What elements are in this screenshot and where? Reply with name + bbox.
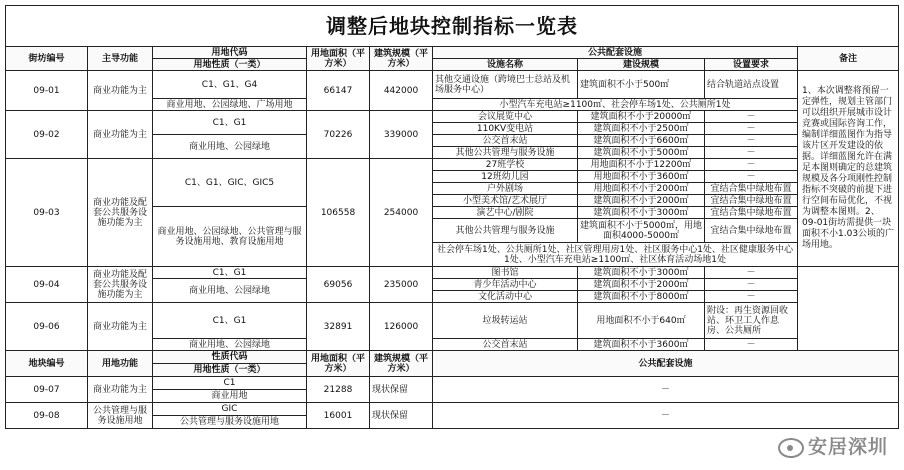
block-function: 商业功能为主 [88, 111, 153, 159]
header-construction-scale: 建设规模 [578, 59, 705, 71]
header-plot-scale: 建筑规模（平方米） [370, 351, 433, 377]
land-nature: 商业用地、公园绿地 [153, 135, 307, 159]
land-area: 69056 [307, 267, 370, 303]
land-nature: 商业用地、公园绿地 [153, 279, 307, 303]
header-plot-facilities: 公共配套设施 [433, 351, 899, 377]
plot-no: 09-08 [6, 403, 88, 429]
remarks-lower [798, 267, 899, 351]
build-scale: 254000 [370, 159, 433, 267]
plot-nature: 公共管理与服务设施用地 [153, 416, 307, 429]
facility-name: 110KV变电站 [433, 123, 578, 135]
facility-scale: 用地面积不小于3600㎡ [578, 171, 705, 183]
remarks-text: 1、本次调整将预留一定弹性，规划主管部门可以组织开展城市设计竞赛或国际咨询工作，编制详细蓝图作为指导该片区开发建设的依据。详细蓝图允许在满足本图则确定的总建筑规模及各分项刚性控制指标不突破的前提下进行空间布局优化，不视为调整本图则。2、09-01街坊需提供一块面积不小1.03公顷的广场用地。 [798, 71, 899, 267]
header-nature-name: 用地性质（一类） [153, 364, 307, 377]
land-area: 106558 [307, 159, 370, 267]
header-land-area: 用地面积（平方米） [307, 47, 370, 71]
facility-name: 垃圾转运站 [433, 303, 578, 339]
header-setting-requirement: 设置要求 [705, 59, 798, 71]
block-function: 商业功能为主 [88, 71, 153, 111]
header-street-block-no: 街坊编号 [6, 47, 88, 71]
header-land-function: 用地功能 [88, 351, 153, 377]
watermark [778, 432, 888, 459]
header-nature-code: 性质代码 [153, 351, 307, 364]
block-no: 09-02 [6, 111, 88, 159]
plot-code: C1 [153, 377, 307, 390]
facility-requirement: － [705, 123, 798, 135]
facility-scale: 建筑面积不小于2500㎡ [578, 123, 705, 135]
land-nature: 商业用地、公园绿地、公共管理与服务设施用地、教育设施用地 [153, 207, 307, 267]
table-container [5, 5, 898, 463]
facility-scale: 建筑面积不小于3000㎡ [578, 267, 705, 279]
facility-scale: 建筑面积不小于3000㎡ [578, 207, 705, 219]
land-code: C1、G1 [153, 303, 307, 339]
facility-requirement: － [705, 147, 798, 159]
build-scale: 339000 [370, 111, 433, 159]
facility-name: 图书馆 [433, 267, 578, 279]
facility-requirement: － [705, 135, 798, 147]
header-land-code: 用地代码 [153, 47, 307, 59]
block-no: 09-01 [6, 71, 88, 111]
build-scale: 235000 [370, 267, 433, 303]
land-nature: 商业用地、公园绿地、广场用地 [153, 99, 307, 111]
facility-name: 公交首末站 [433, 339, 578, 351]
wechat-logo-icon [778, 438, 804, 458]
plot-area: 16001 [307, 403, 370, 429]
facility-scale: 用地面积不小于640㎡ [578, 303, 705, 339]
land-area: 66147 [307, 71, 370, 111]
facility-summary: 小型汽车充电站≥1100㎡、社会停车场1处、公共厕所1处 [433, 99, 798, 111]
header-remarks: 备注 [798, 47, 899, 71]
plot-area: 21288 [307, 377, 370, 403]
header-public-facilities: 公共配套设施 [433, 47, 798, 59]
facility-requirement: － [705, 171, 798, 183]
land-code: C1、G1 [153, 267, 307, 279]
header-main-function: 主导功能 [88, 47, 153, 71]
facility-scale: 建筑面积不小于5000㎡ [578, 147, 705, 159]
facility-scale: 建筑面积不小于6600㎡ [578, 135, 705, 147]
facility-summary: 社会停车场1处、公共厕所1处、社区管理用房1处、社区服务中心1处、社区健康服务中心1处、小型汽车充电站≥1100㎡、社区体育活动场地1处 [433, 243, 798, 267]
plot-facilities: － [433, 403, 899, 429]
build-scale: 442000 [370, 71, 433, 111]
facility-name: 演艺中心/剧院 [433, 207, 578, 219]
facility-name: 会议展览中心 [433, 111, 578, 123]
facility-name: 其他公共管理与服务设施 [433, 147, 578, 159]
block-no: 09-03 [6, 159, 88, 267]
facility-scale: 建筑面积不小于5000㎡，用地面积4000-5000㎡ [578, 219, 705, 243]
facility-requirement: － [705, 267, 798, 279]
facility-requirement: － [705, 111, 798, 123]
facility-name: 12班幼儿园 [433, 171, 578, 183]
facility-scale: 用地面积不小于12200㎡ [578, 159, 705, 171]
facility-scale: 建筑面积不小于2000㎡ [578, 279, 705, 291]
header-plot-no: 地块编号 [6, 351, 88, 377]
facility-scale: 建筑面积不小于20000㎡ [578, 111, 705, 123]
facility-name: 户外剧场 [433, 183, 578, 195]
land-area: 32891 [307, 303, 370, 351]
facility-scale: 建筑面积不小于500㎡ [578, 71, 705, 99]
build-scale: 126000 [370, 303, 433, 351]
plot-scale: 现状保留 [370, 403, 433, 429]
facility-requirement: 宜结合集中绿地布置 [705, 195, 798, 207]
block-function: 商业功能及配套公共服务设施功能为主 [88, 267, 153, 303]
land-code: C1、G1 [153, 111, 307, 135]
facility-scale: 建筑面积不小于2000㎡ [578, 195, 705, 207]
plot-facilities: － [433, 377, 899, 403]
facility-name: 小型美术馆/艺术展厅 [433, 195, 578, 207]
facility-scale: 建筑面积不小于8000㎡ [578, 291, 705, 303]
block-no: 09-04 [6, 267, 88, 303]
facility-name: 青少年活动中心 [433, 279, 578, 291]
header-facility-name: 设施名称 [433, 59, 578, 71]
land-nature: 商业用地、公园绿地 [153, 339, 307, 351]
facility-name: 文化活动中心 [433, 291, 578, 303]
page-title: 调整后地块控制指标一览表 [6, 6, 899, 47]
watermark-text: 安居深圳 [807, 436, 888, 458]
facility-name: 其他公共管理与服务设施 [433, 219, 578, 243]
plot-nature: 商业用地 [153, 390, 307, 403]
facility-name: 其他交通设施（跨境巴士总站及机场服务中心） [433, 71, 578, 99]
facility-requirement: 宜结合集中绿地布置 [705, 219, 798, 243]
block-function: 商业功能及配套公共服务设施功能为主 [88, 159, 153, 267]
facility-name: 公交首末站 [433, 135, 578, 147]
land-code: C1、G1、G4 [153, 71, 307, 99]
control-index-table [5, 5, 899, 429]
header-plot-area: 用地面积（平方米） [307, 351, 370, 377]
facility-scale: 建筑面积不小于3600㎡ [578, 339, 705, 351]
plot-scale: 现状保留 [370, 377, 433, 403]
facility-requirement: 结合轨道站点设置 [705, 71, 798, 99]
facility-scale: 用地面积不小于2000㎡ [578, 183, 705, 195]
block-function: 商业功能为主 [88, 303, 153, 351]
facility-requirement: － [705, 291, 798, 303]
facility-requirement: 宜结合集中绿地布置 [705, 183, 798, 195]
facility-requirement: － [705, 339, 798, 351]
plot-function: 公共管理与服务设施用地 [88, 403, 153, 429]
plot-code: GIC [153, 403, 307, 416]
header-land-nature: 用地性质（一类） [153, 59, 307, 71]
plot-function: 商业功能为主 [88, 377, 153, 403]
facility-requirement: 宜结合集中绿地布置 [705, 207, 798, 219]
land-code: C1、G1、GIC、GIC5 [153, 159, 307, 207]
facility-requirement: － [705, 159, 798, 171]
plot-no: 09-07 [6, 377, 88, 403]
block-no: 09-06 [6, 303, 88, 351]
facility-requirement: － [705, 279, 798, 291]
facility-requirement: 附设：再生资源回收站、环卫工人作息房、公共厕所 [705, 303, 798, 339]
land-area: 70226 [307, 111, 370, 159]
facility-name: 27班学校 [433, 159, 578, 171]
header-build-scale: 建筑规模（平方米） [370, 47, 433, 71]
